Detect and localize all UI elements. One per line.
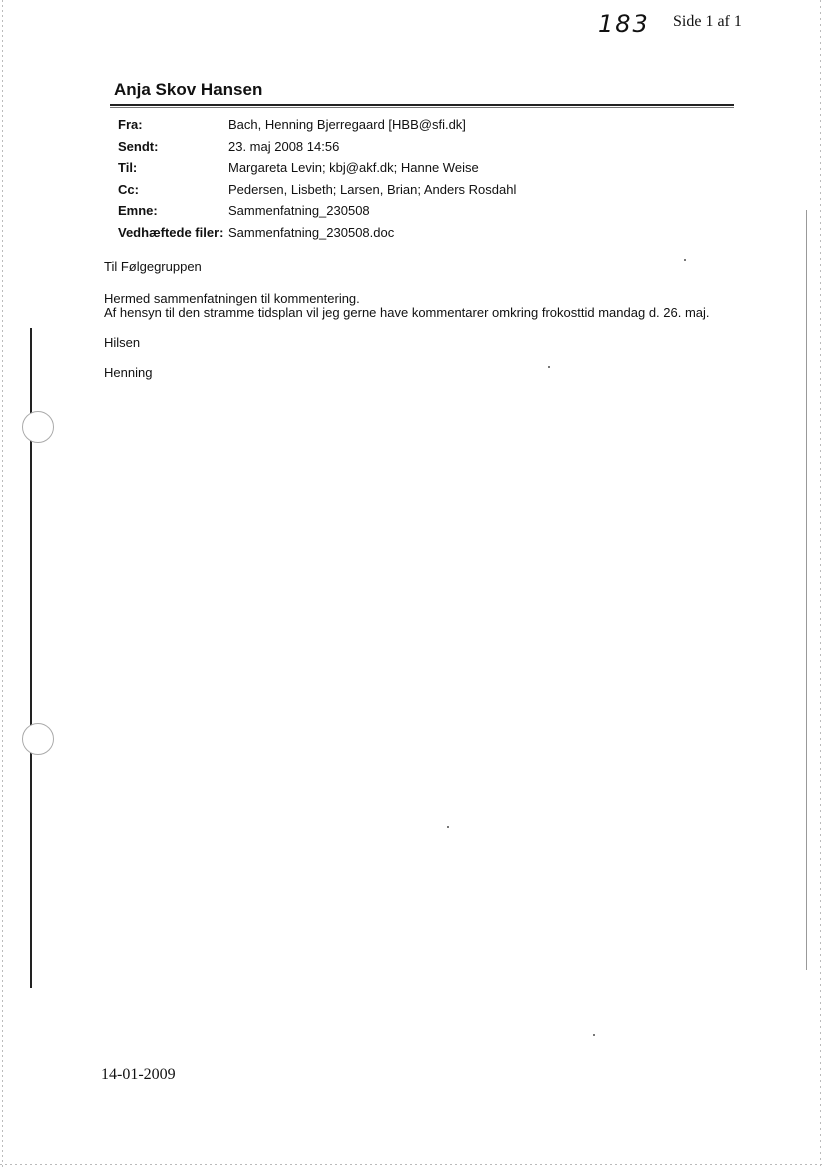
header-row-attachments (118, 225, 516, 247)
header-value-attachments: Sammenfatning_230508.doc (228, 224, 395, 240)
email-greeting: Til Følgegruppen (104, 259, 202, 274)
page-edge-right (820, 0, 821, 1168)
email-body-line: Af hensyn til den stramme tidsplan vil jeg gerne have kommentarer omkring frokosttid mandag d. 26. maj. (104, 305, 710, 320)
header-divider (110, 104, 734, 106)
page-edge-left (2, 0, 3, 1168)
header-label: Cc: (118, 181, 139, 197)
mailbox-owner-name: Anja Skov Hansen (114, 80, 263, 99)
header-row-to (118, 160, 516, 182)
email-headers (118, 117, 516, 246)
header-value-sent: 23. maj 2008 14:56 (228, 138, 340, 154)
scan-artifact-line (806, 210, 807, 970)
header-label: Fra: (118, 117, 143, 132)
punch-hole (22, 411, 54, 443)
header-label: Til: (118, 160, 138, 175)
header-label: Emne: (118, 203, 158, 218)
header-value-cc: Pedersen, Lisbeth; Larsen, Brian; Anders Rosdahl (228, 181, 517, 197)
page-indicator: Side 1 af 1 (673, 13, 742, 30)
scan-speck (593, 1034, 595, 1036)
email-signature: Henning (104, 365, 153, 380)
scan-speck (447, 826, 449, 828)
header-label: Sendt: (118, 138, 159, 154)
header-row-cc (118, 182, 516, 204)
header-label: Vedhæftede filer: (118, 224, 224, 240)
header-divider-thin (110, 107, 734, 108)
email-body-line: Hermed sammenfatningen til kommentering. (104, 291, 360, 306)
header-row-sent (118, 139, 516, 161)
punch-hole (22, 723, 54, 755)
header-row-subject (118, 203, 516, 225)
handwritten-stamp-number: 183 (598, 10, 650, 38)
scan-speck (548, 366, 550, 368)
header-value-to: Margareta Levin; kbj@akf.dk; Hanne Weise (228, 160, 479, 175)
email-closing: Hilsen (104, 335, 141, 350)
scan-speck (684, 259, 686, 261)
header-row-from (118, 117, 516, 139)
page-edge-bottom (0, 1164, 825, 1165)
header-value-subject: Sammenfatning_230508 (228, 203, 370, 218)
header-value-from: Bach, Henning Bjerregaard [HBB@sfi.dk] (228, 117, 466, 132)
print-date: 14-01-2009 (101, 1066, 176, 1083)
